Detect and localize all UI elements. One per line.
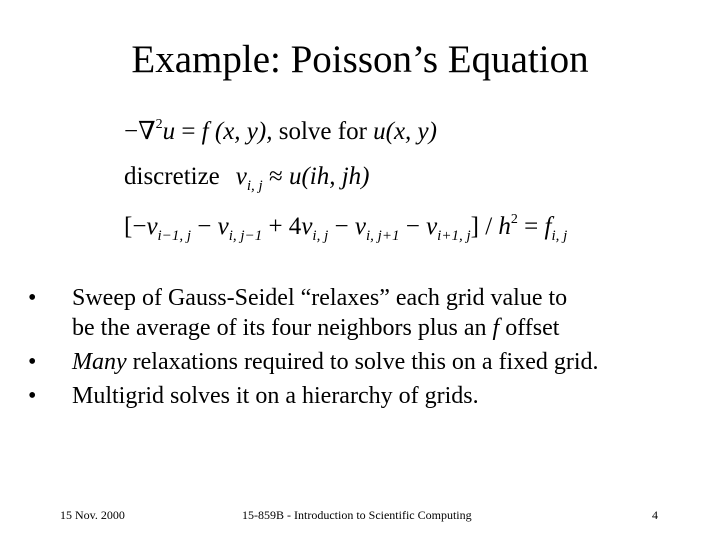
solve-text: solve for	[278, 118, 374, 145]
stencil-eq: =	[517, 213, 545, 240]
stencil-v2: v	[217, 213, 229, 240]
bullet-text-part: be the average of its four neighbors plus an	[72, 315, 493, 341]
u-of-xy: u(x, y)	[373, 118, 437, 145]
bullet-text-part: relaxations required to solve this on a fixed grid.	[126, 349, 599, 375]
stencil-close: ] /	[470, 213, 499, 240]
stencil-sub1: i−1, j	[157, 228, 192, 244]
stencil-h: h	[498, 213, 511, 240]
stencil-open: [−	[124, 213, 147, 240]
stencil-op2: + 4	[262, 213, 302, 240]
bullet-text-italic: f	[492, 315, 500, 341]
bullet-text: Multigrid solves it on a hierarchy of grids.	[72, 383, 479, 409]
bullet-item	[28, 381, 708, 411]
stencil-sub4: i, j+1	[365, 228, 400, 244]
footer-course: 15-859B - Introduction to Scientific Computing	[242, 508, 472, 522]
var-f: f	[201, 118, 209, 145]
slide-title: Example: Poisson’s Equation	[131, 38, 589, 81]
approx-sign: ≈	[262, 163, 289, 190]
laplacian-exponent: 2	[155, 117, 163, 132]
f-args: (x, y),	[208, 118, 279, 145]
equals: =	[175, 118, 202, 145]
bullet-list	[28, 283, 708, 415]
bullet-item	[28, 347, 708, 377]
stencil-v5: v	[426, 213, 438, 240]
equation-stencil	[124, 212, 567, 242]
bullet-item	[28, 283, 708, 343]
stencil-op4: −	[399, 213, 427, 240]
bullet-text-tail: offset	[499, 315, 560, 341]
bullet-text-cont	[72, 313, 708, 343]
stencil-f-sub: i, j	[551, 228, 568, 244]
neg-laplacian: −∇	[124, 118, 156, 145]
stencil-h-exp: 2	[510, 212, 518, 227]
footer-page-number: 4	[652, 508, 658, 522]
stencil-f: f	[544, 213, 552, 240]
stencil-v4: v	[354, 213, 366, 240]
stencil-op1: −	[191, 213, 218, 240]
bullet-marker: •	[28, 349, 37, 375]
stencil-v3: v	[301, 213, 313, 240]
stencil-sub5: i+1, j	[437, 228, 471, 244]
u-of-grid: u(ih, jh)	[288, 163, 370, 190]
bullet-marker: •	[28, 383, 37, 409]
stencil-op3: −	[328, 213, 355, 240]
equation-discretize	[124, 162, 370, 192]
stencil-sub2: i, j−1	[228, 228, 263, 244]
footer-date: 15 Nov. 2000	[60, 508, 125, 522]
equation-poisson	[124, 117, 437, 147]
v-subscript: i, j	[246, 178, 263, 194]
var-u: u	[162, 118, 176, 145]
bullet-text: Sweep of Gauss-Seidel “relaxes” each grid value to	[72, 285, 568, 311]
var-v: v	[235, 163, 247, 190]
discretize-word: discretize	[124, 163, 220, 190]
bullet-marker: •	[28, 285, 37, 311]
bullet-text	[72, 347, 708, 377]
stencil-sub3: i, j	[312, 228, 329, 244]
stencil-v1: v	[146, 213, 158, 240]
bullet-text-italic: Many	[72, 349, 127, 375]
